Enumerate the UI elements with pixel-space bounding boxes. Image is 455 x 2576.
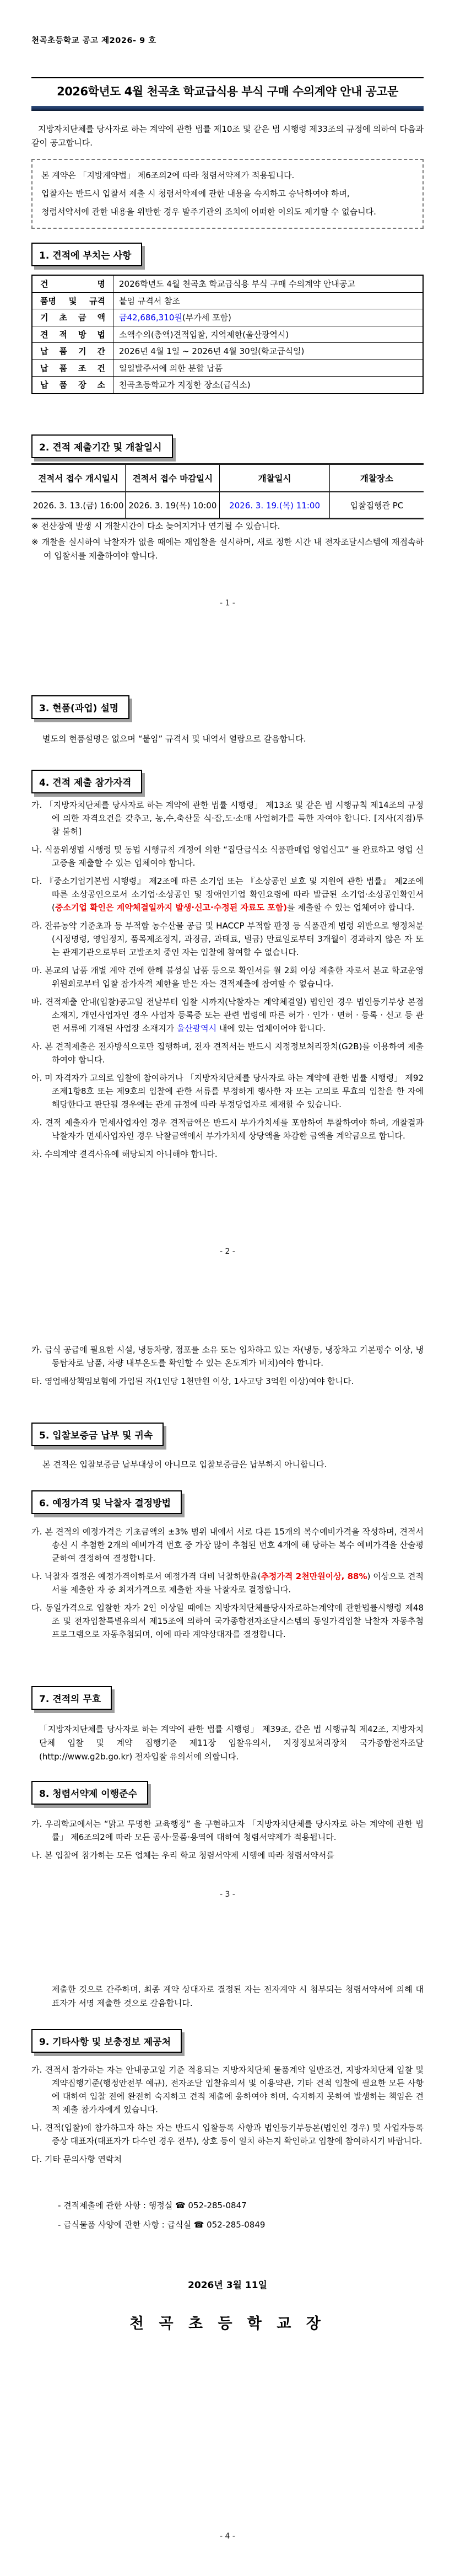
- list-item: 타. 영업배상책임보험에 가입된 자(1인당 1천만원 이상, 1사고당 3억원 이상)여야 합니다.: [31, 1376, 354, 1386]
- cell-close-datetime: 2026. 3. 19(목) 10:00: [126, 492, 220, 519]
- section6-header: 6. 예정가격 및 낙찰자 결정방법: [31, 1490, 182, 1514]
- bid-overview-table: [31, 275, 424, 394]
- col-header: 견적서 접수 개시일시: [31, 464, 126, 492]
- list-item: 가. 우리학교에서는 “맑고 투명한 교육행정” 을 구현하고자 「지방자치단체를 당사자로 하는 계약에 관한 법률」 제6조의2에 따라 모든 공사·물품·용역에 대하여 청렴서약제가 적용됩니다.: [31, 1819, 424, 1842]
- section1-header: 1. 견적에 부치는 사항: [31, 243, 142, 266]
- row-value: 천곡초등학교가 지정한 장소(급식소): [113, 377, 424, 394]
- document-number: 천곡초등학교 공고 제2026- 9 호: [31, 36, 156, 45]
- notice-line: 입찰자는 반드시 입찰서 제출 시 청렴서약제에 관한 내용을 숙지하고 승낙하여야 하며,: [41, 189, 350, 198]
- section5-body: 본 견적은 입찰보증금 납부대상이 아니므로 입찰보증금은 납부하지 아니합니다.: [42, 1459, 327, 1469]
- section8-header: 8. 청렴서약제 이행준수: [31, 1781, 148, 1805]
- list-item: 아. 미 자격자가 고의로 입찰에 참여하거나 「지방자치단체를 당사자로 하는 계약에 관한 법률 시행령」 제92조제1항8호 또는 제9호의 입찰에 관한 서류를 부정하게 행사한 자 또는 고의로 무효의 입찰을 한 자에 해당한다고 판단될 경우에는 관계 규정에 따라 부정당업자로 제재할 수 있습니다.: [31, 1073, 424, 1109]
- row-label: 품명 및 규격: [32, 292, 113, 309]
- contact-line-admin-office: - 견적제출에 관한 사항 : 행정실 ☎ 052-285-0847: [58, 2201, 247, 2210]
- row-value: 소액수의(총액)견적입찰, 지역제한(울산광역시): [113, 326, 424, 343]
- row-label: 납 품 기 간: [32, 343, 113, 360]
- note-line: ※ 개찰을 실시하여 낙찰자가 없을 때에는 재입찰을 실시하며, 새로 정한 시간 내 전자조달시스템에 재접속하여 입찰서를 제출하여야 합니다.: [31, 537, 424, 561]
- page-number-4: - 4 -: [220, 2532, 235, 2541]
- list-item: 다. 기타 문의사항 연락처: [31, 2154, 122, 2164]
- row-label: 건 명: [32, 275, 113, 292]
- section4-items-continued: [31, 1343, 424, 1393]
- list-item: 가. 견적서 참가하는 자는 안내공고일 기준 적용되는 지방자치단체 물품계약 일반조건, 지방자치단체 입찰 및 계약집행기준(행정안전부 예규), 전자조달 입찰유의서 및 이용약관, 기타 견적 입찰에 필요한 모든 사항에 대하여 입찰 전에 완전히 숙지하고 견적 제출에 응하여야 하며, 숙지하지 못하여 발생하는 책임은 견적 제출 참가자에게 있습니다.: [31, 2065, 424, 2115]
- contact-list: [31, 2199, 424, 2237]
- list-item: 자. 견적 제출자가 면세사업자인 경우 견적금액은 반드시 부가가치세를 포함하여 투찰하여야 하며, 개찰결과 낙찰자가 면세사업자인 경우 낙찰금액에서 부가가치세 상당액을 차감한 금액을 계약금으로 합니다.: [31, 1118, 424, 1141]
- table-row: [32, 343, 423, 360]
- list-item: 마. 본교의 납품 개별 계약 건에 한해 불성실 납품 등으로 확인서를 월 2회 이상 제출한 자로서 본교 학교운영위원회로부터 입찰 참가자격 제한을 받은 자는 견적제출에 참여할 수 없습니다.: [31, 965, 424, 989]
- principal-signature: 천 곡 초 등 학 교 장: [129, 2315, 326, 2332]
- section8-items: [31, 1817, 424, 1867]
- cell-opening-datetime: 2026. 3. 19.(목) 11:00: [220, 492, 329, 519]
- table-row: [32, 377, 423, 394]
- table-header-row: [31, 464, 424, 492]
- table-row: [32, 359, 423, 377]
- list-item: 가. 「지방자치단체를 당사자로 하는 계약에 관한 법률 시행령」 제13조 및 같은 법 시행규칙 제14조의 규정에 의한 자격요건을 갖추고, 농,수,축산물 식·잡,도·소매 사업허가를 득한 자여야 합니다. [지사(지점)투찰 불허]: [31, 800, 424, 836]
- table-row: [31, 492, 424, 519]
- table-row: [32, 292, 423, 309]
- row-value: 2026학년도 4월 천곡초 학교급식용 부식 구매 수의계약 안내공고: [113, 275, 424, 292]
- section9-header: 9. 기타사항 및 보충정보 제공처: [31, 2029, 182, 2053]
- cell-opening-place: 입찰집행관 PC: [329, 492, 424, 519]
- row-label: 납 품 장 소: [32, 377, 113, 394]
- cell-open-datetime: 2026. 3. 13.(금) 16:00: [32, 500, 124, 511]
- col-header: 견적서 접수 마감일시: [126, 464, 220, 492]
- section5-header: 5. 입찰보증금 납부 및 귀속: [31, 1423, 164, 1446]
- row-value: 금42,686,310원(부가세 포함): [113, 309, 424, 326]
- section3-body: 별도의 현품설명은 없으며 “붙임” 규격서 및 내역서 열람으로 갈음합니다.: [42, 734, 306, 744]
- list-item: 나. 견적(입찰)에 참가하고자 하는 자는 반드시 입찰등록 사항과 법인등기부등본(법인인 경우) 및 사업자등록증상 대표자(대표자가 다수인 경우 전부), 상호 등이 일치 하는지 확인하고 입찰에 참여하시기 바랍니다.: [31, 2123, 424, 2146]
- row-value: 2026년 4월 1일 ~ 2026년 4월 30일(학교급식일): [113, 343, 424, 360]
- section2-header: 2. 견적 제출기간 및 개찰일시: [31, 434, 173, 458]
- intro-paragraph: 지방자치단체를 당사자로 하는 계약에 관한 법률 제10조 및 같은 법 시행령 제33조의 규정에 의하여 다음과 같이 공고합니다.: [31, 124, 424, 148]
- section9-items: [31, 2063, 424, 2171]
- list-item: 나. 본 입찰에 참가하는 모든 업체는 우리 학교 청렴서약제 시행에 따라 청렴서약서를: [31, 1850, 334, 1860]
- col-header: 개찰일시: [220, 464, 329, 492]
- notice-line: 본 계약은 「지방계약법」 제6조의2에 따라 청렴서약제가 적용됩니다.: [41, 170, 295, 180]
- list-item: 나. 식품위생법 시행령 및 동법 시행규칙 개정에 의한 “집단급식소 식품판매업 영업신고” 를 완료하고 영업 신고증을 제출할 수 있는 업체여야 합니다.: [31, 845, 424, 868]
- integrity-notice-box: [31, 159, 424, 229]
- announcement-date: 2026년 3월 11일: [188, 2280, 267, 2291]
- list-item: 차. 수의계약 결격사유에 해당되지 아니해야 합니다.: [31, 1149, 218, 1159]
- schedule-notes: [31, 519, 424, 565]
- page-number-3: - 3 -: [220, 1890, 235, 1899]
- notice-line: 청렴서약서에 관한 내용을 위반한 경우 발주기관의 조치에 어떠한 이의도 제기할 수 없습니다.: [41, 207, 376, 217]
- row-value: 일일발주서에 의한 분할 납품: [113, 359, 424, 377]
- schedule-table: [31, 463, 424, 519]
- table-row: [32, 309, 423, 326]
- section4-header: 4. 견적 제출 참가자격: [31, 770, 142, 793]
- title-top-rule: [31, 77, 424, 78]
- row-label: 견 적 방 법: [32, 326, 113, 343]
- contact-line-cafeteria: - 급식물품 사양에 관한 사항 : 급식실 ☎ 052-285-0849: [58, 2220, 266, 2230]
- note-line: ※ 전산장애 발생 시 개찰시간이 다소 늦어지거나 연기될 수 있습니다.: [31, 521, 280, 531]
- section3-header: 3. 현품(과업) 설명: [31, 695, 129, 719]
- title-underline-bar: [31, 106, 424, 111]
- table-row: [32, 275, 423, 292]
- list-item: 카. 급식 공급에 필요한 시설, 냉동차량, 점포를 소유 또는 임차하고 있는 자(냉동, 냉장차고 기본평수 이상, 냉동탑차로 납품, 차량 내부온도를 확인할 수 있는 온도계가 비치)여야 합니다.: [31, 1345, 424, 1368]
- section6-items: [31, 1525, 424, 1646]
- row-label: 기 초 금 액: [32, 309, 113, 326]
- col-header: 개찰장소: [329, 464, 424, 492]
- page-number-1: - 1 -: [220, 599, 235, 608]
- section8-continuation: 제출한 것으로 간주하며, 최종 계약 상대자로 결정된 자는 전자계약 시 첨부되는 청렴서약서에 의해 대표자가 서명 제출한 것으로 갈음합니다.: [52, 1984, 424, 2008]
- list-item: 다. 『중소기업기본법 시행령』 제2조에 따른 소기업 또는 『소상공인 보호 및 지원에 관한 법률』 제2조에 따른 소상공인으로서 소기업·소상공인 및 장애인기업 확인요령에 따라 발급된 소기업·소상공인확인서(중소기업 확인은 계약체결일까지 발생·신고·수정된 자료도 포함)를 제출할 수 있는 업체여야 합니다.: [31, 876, 424, 913]
- list-item: 사. 본 견적제출은 전자방식으로만 집행하며, 전자 견적서는 반드시 지정정보처리장치(G2B)를 이용하여 제출하여야 합니다.: [31, 1042, 424, 1065]
- table-row: [32, 326, 423, 343]
- list-item: 나. 낙찰자 결정은 예정가격이하로서 예정가격 대비 낙찰하한율(추정가격 2천만원이상, 88%) 이상으로 견적서를 제출한 자 중 최저가격으로 제출한 자를 낙찰자로 결정합니다.: [31, 1571, 424, 1595]
- list-item: 바. 견적제출 안내(입찰)공고일 전날부터 입찰 시까지(낙찰자는 계약체결일) 법인인 경우 법인등기부상 본점소재지, 개인사업자인 경우 사업자 등록증 또는 관련 법령에 따른 허가 · 인가 · 면허 · 등록 · 신고 등 관련 서류에 기재된 사업장 소재지가 울산광역시 내에 있는 업체이어야 합니다.: [31, 997, 424, 1033]
- list-item: 라. 잔류농약 기준초과 등 부적합 농수산물 공급 및 HACCP 부적합 판정 등 식품관계 법령 위반으로 행정처분(시정명령, 영업정지, 품목제조정지, 과징금, 과태료, 벌금) 만료일로부터 3개월이 경과하지 않은 자 또는 관계기관으로부터 고발조치 중인 자는 입찰에 참여할 수 없습니다.: [31, 921, 424, 957]
- section4-items: [31, 798, 424, 1166]
- page-number-2: - 2 -: [220, 1247, 235, 1256]
- section7-body: 「지방자치단체를 당사자로 하는 계약에 관한 법률 시행령」 제39조, 같은 법 시행규칙 제42조, 지방자치단체 입찰 및 계약 집행기준 제11장 입찰유의서, 지정정보처리장치 국가종합전자조달(http://www.g2b.go.kr) 전자입찰 유의서에 의합니다.: [39, 1724, 424, 1762]
- section7-header: 7. 견적의 무효: [31, 1686, 112, 1710]
- row-value: 붙임 규격서 참조: [113, 292, 424, 309]
- list-item: 다. 동일가격으로 입찰한 자가 2인 이상일 때에는 지방자치단체를당사자로하는계약에 관한법률시행령 제48조 및 전자입찰특별유의서 제15조에 의하여 국가종합전자조달시스템의 동일가격입찰 낙찰자 자동추첨프로그램으로 자동추첨되며, 이에 따라 계약상대자를 결정합니다.: [31, 1603, 424, 1639]
- page-title: 2026학년도 4월 천곡초 학교급식용 부식 구매 수의계약 안내 공고문: [57, 85, 398, 98]
- row-label: 납 품 조 건: [32, 359, 113, 377]
- list-item: 가. 본 견적의 예정가격은 기초금액의 ±3% 범위 내에서 서로 다른 15개의 복수예비가격을 작성하며, 견적서 송신 시 추첨한 2개의 예비가격 번호 중 가장 많이 추첨된 번호 4개에 해 당하는 복수 예비가격을 산술평균하여 결정하여 결정합니다.: [31, 1527, 424, 1563]
